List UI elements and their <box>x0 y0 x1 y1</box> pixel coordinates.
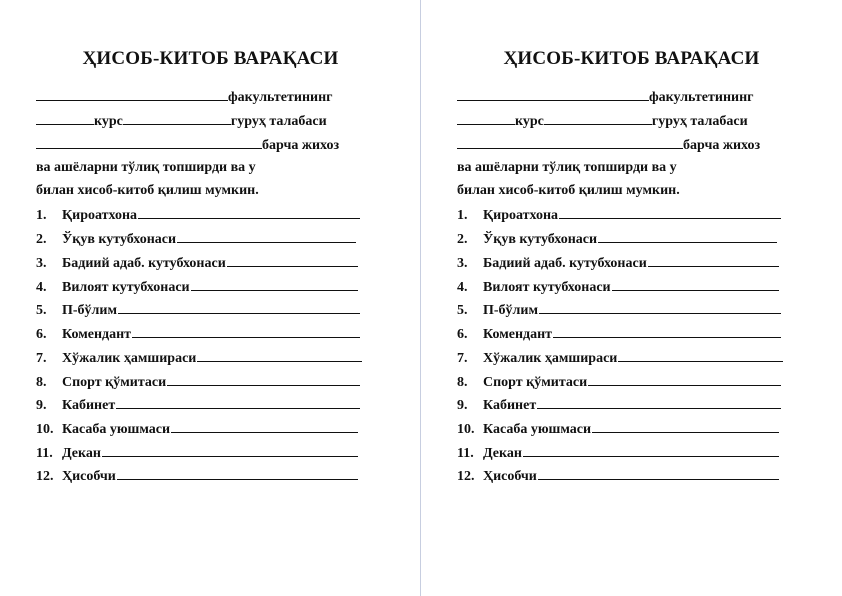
signature-blank[interactable] <box>171 418 358 433</box>
checklist-item <box>457 347 783 367</box>
checklist-item <box>36 465 358 485</box>
item-label: Бадиий адаб. кутубхонаси <box>62 256 226 271</box>
student-name-blank[interactable] <box>36 134 262 149</box>
signature-blank[interactable] <box>102 442 358 457</box>
item-number: 3. <box>36 256 47 271</box>
checklist-item <box>457 394 781 414</box>
inventory-suffix: барча жихоз <box>683 138 761 153</box>
signature-blank[interactable] <box>167 371 360 386</box>
item-label: Вилоят кутубхонаси <box>62 280 190 295</box>
item-label: Спорт қўмитаси <box>62 375 167 390</box>
checklist-item <box>457 204 781 224</box>
signature-blank[interactable] <box>523 442 779 457</box>
signature-blank[interactable] <box>553 323 781 338</box>
checklist-item <box>457 276 779 296</box>
checklist-item <box>457 418 779 438</box>
item-number: 9. <box>457 398 468 413</box>
sheet-title: ҲИСОБ-КИТОБ ВАРАҚАСИ <box>503 48 760 69</box>
checklist-item <box>457 323 781 343</box>
checklist-item <box>36 252 358 272</box>
item-label: Қироатхона <box>483 208 559 223</box>
faculty-suffix: факультетининг <box>649 90 754 105</box>
checklist-item <box>36 442 358 462</box>
faculty-blank[interactable] <box>36 86 228 101</box>
course-blank[interactable] <box>36 110 94 125</box>
item-number: 10. <box>36 422 54 437</box>
checklist-item <box>457 371 781 391</box>
signature-blank[interactable] <box>138 204 360 219</box>
item-number: 12. <box>36 469 54 484</box>
item-number: 4. <box>36 280 47 295</box>
item-label: Хўжалик ҳамшираси <box>483 351 618 366</box>
faculty-blank[interactable] <box>457 86 649 101</box>
signature-blank[interactable] <box>177 228 356 243</box>
item-number: 1. <box>457 208 468 223</box>
checklist-item <box>457 299 781 319</box>
item-label: Ҳисобчи <box>62 469 116 484</box>
item-number: 5. <box>36 303 47 318</box>
signature-blank[interactable] <box>648 252 779 267</box>
item-label: Қироатхона <box>62 208 138 223</box>
signature-blank[interactable] <box>592 418 779 433</box>
signature-blank[interactable] <box>132 323 360 338</box>
signature-blank[interactable] <box>539 299 781 314</box>
statement-line-2: билан хисоб-китоб қилиш мумкин. <box>36 183 259 198</box>
item-number: 4. <box>457 280 468 295</box>
item-label: Хўжалик ҳамшираси <box>62 351 197 366</box>
statement-line-1: ва ашёларни тўлиқ топширди ва у <box>36 160 256 175</box>
item-label: Касаба уюшмаси <box>62 422 171 437</box>
checklist-item <box>36 394 360 414</box>
checklist-item <box>36 371 360 391</box>
item-label: Кабинет <box>483 398 537 413</box>
item-label: Комендант <box>483 327 553 342</box>
checklist-item <box>457 228 777 248</box>
checklist-item <box>36 347 362 367</box>
item-number: 11. <box>457 446 474 461</box>
checklist-item <box>36 418 358 438</box>
statement-line-1: ва ашёларни тўлиқ топширди ва у <box>457 160 677 175</box>
signature-blank[interactable] <box>618 347 783 362</box>
student-name-blank[interactable] <box>457 134 683 149</box>
item-label: Касаба уюшмаси <box>483 422 592 437</box>
item-label: Ҳисобчи <box>483 469 537 484</box>
course-blank[interactable] <box>457 110 515 125</box>
item-number: 2. <box>36 232 47 247</box>
item-label: Декан <box>62 446 101 461</box>
course-label: курс <box>515 114 544 129</box>
signature-blank[interactable] <box>197 347 362 362</box>
course-label: курс <box>94 114 123 129</box>
signature-blank[interactable] <box>116 394 360 409</box>
signature-blank[interactable] <box>538 465 779 480</box>
item-label: Декан <box>483 446 522 461</box>
faculty-line <box>457 86 754 106</box>
item-number: 12. <box>457 469 475 484</box>
checklist-item <box>36 204 360 224</box>
faculty-suffix: факультетининг <box>228 90 333 105</box>
signature-blank[interactable] <box>588 371 781 386</box>
signature-blank[interactable] <box>559 204 781 219</box>
item-number: 11. <box>36 446 53 461</box>
item-label: Вилоят кутубхонаси <box>483 280 611 295</box>
inventory-line <box>36 134 339 154</box>
item-number: 8. <box>457 375 468 390</box>
item-number: 7. <box>457 351 468 366</box>
checklist-item <box>36 276 358 296</box>
item-label: П-бўлим <box>62 303 118 318</box>
group-suffix: гуруҳ талабаси <box>230 114 327 129</box>
signature-blank[interactable] <box>227 252 358 267</box>
item-number: 1. <box>36 208 47 223</box>
item-label: Бадиий адаб. кутубхонаси <box>483 256 647 271</box>
item-label: Ўқув кутубхонаси <box>483 232 598 247</box>
faculty-line <box>36 86 333 106</box>
statement-line-2: билан хисоб-китоб қилиш мумкин. <box>457 183 680 198</box>
settlement-sheet-right <box>421 0 842 596</box>
signature-blank[interactable] <box>537 394 781 409</box>
item-label: Ўқув кутубхонаси <box>62 232 177 247</box>
item-number: 8. <box>36 375 47 390</box>
item-number: 3. <box>457 256 468 271</box>
item-label: Комендант <box>62 327 132 342</box>
inventory-line <box>457 134 760 154</box>
item-label: П-бўлим <box>483 303 539 318</box>
signature-blank[interactable] <box>191 276 358 291</box>
checklist-item <box>36 228 356 248</box>
checklist-item <box>36 323 360 343</box>
checklist-item <box>36 299 360 319</box>
sheet-title: ҲИСОБ-КИТОБ ВАРАҚАСИ <box>82 48 339 69</box>
item-number: 9. <box>36 398 47 413</box>
item-number: 5. <box>457 303 468 318</box>
course-group-line <box>457 110 748 130</box>
item-number: 6. <box>36 327 47 342</box>
signature-blank[interactable] <box>118 299 360 314</box>
group-blank[interactable] <box>544 110 652 125</box>
group-suffix: гуруҳ талабаси <box>651 114 748 129</box>
item-label: Спорт қўмитаси <box>483 375 588 390</box>
group-blank[interactable] <box>123 110 231 125</box>
item-label: Кабинет <box>62 398 116 413</box>
checklist-item <box>457 252 779 272</box>
checklist-item <box>457 442 779 462</box>
signature-blank[interactable] <box>117 465 358 480</box>
signature-blank[interactable] <box>612 276 779 291</box>
inventory-suffix: барча жихоз <box>262 138 340 153</box>
item-number: 6. <box>457 327 468 342</box>
item-number: 10. <box>457 422 475 437</box>
course-group-line <box>36 110 327 130</box>
checklist-item <box>457 465 779 485</box>
item-number: 2. <box>457 232 468 247</box>
signature-blank[interactable] <box>598 228 777 243</box>
item-number: 7. <box>36 351 47 366</box>
